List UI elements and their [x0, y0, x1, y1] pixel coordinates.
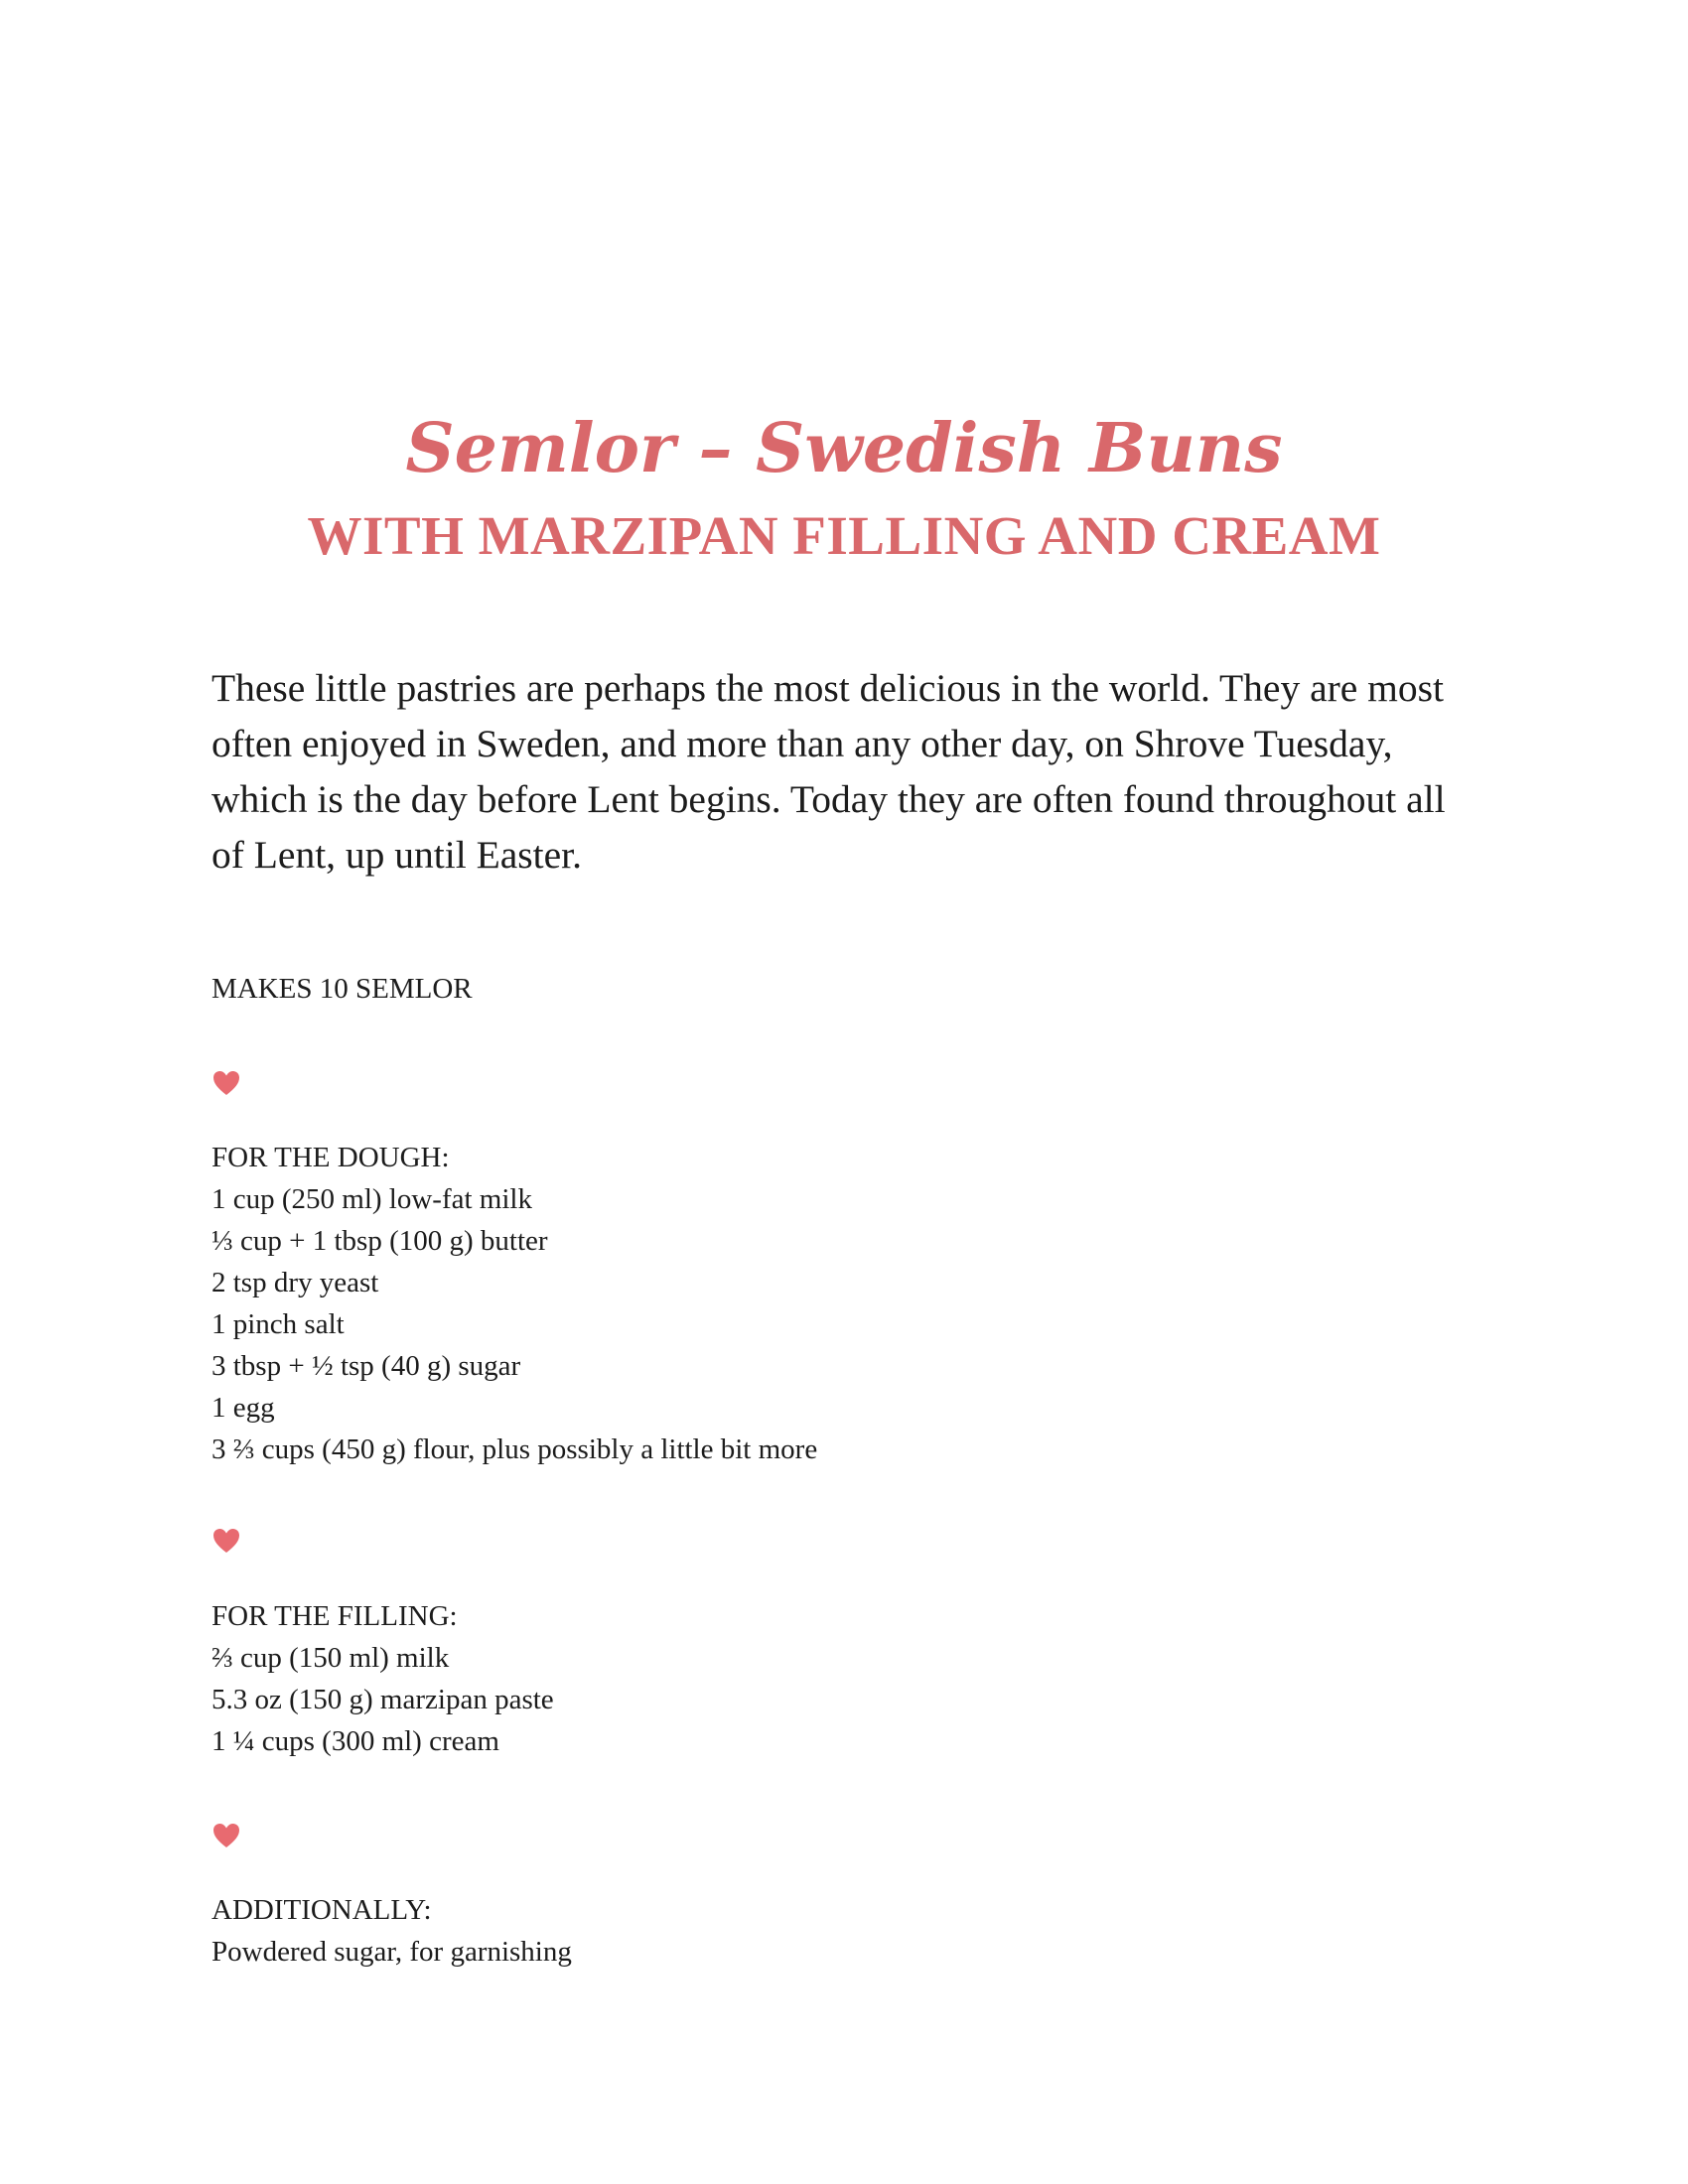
list-item: 1 egg [211, 1392, 275, 1424]
yield-label: MAKES 10 SEMLOR [211, 973, 473, 1005]
list-item: ⅔ cup (150 ml) milk [211, 1642, 450, 1674]
list-item: 1 ¼ cups (300 ml) cream [211, 1725, 499, 1757]
intro-paragraph: These little pastries are perhaps the most delicious in the world. They are most often enjoyed in Sweden, and more than any other day, on Shrove Tuesday, which is the day before Lent begins. Today they are often found throughout all of Lent, up until Easter. [211, 666, 1446, 877]
recipe-subtitle: WITH MARZIPAN FILLING AND CREAM [307, 505, 1381, 566]
list-item: 2 tsp dry yeast [211, 1267, 379, 1298]
list-item: Powdered sugar, for garnishing [211, 1936, 572, 1968]
dough-ingredient-list [211, 1178, 1502, 1470]
list-item: 5.3 oz (150 g) marzipan paste [211, 1684, 554, 1715]
dough-heading: FOR THE DOUGH: [211, 1142, 450, 1173]
filling-section [211, 1595, 1502, 1762]
additionally-heading: ADDITIONALLY: [211, 1894, 432, 1926]
list-item: 1 cup (250 ml) low-fat milk [211, 1183, 532, 1215]
heart-icon [211, 1821, 241, 1850]
list-item: 3 ⅔ cups (450 g) flour, plus possibly a little bit more [211, 1433, 818, 1465]
heart-icon [211, 1068, 241, 1098]
list-item: 3 tbsp + ½ tsp (40 g) sugar [211, 1350, 521, 1382]
list-item: ⅓ cup + 1 tbsp (100 g) butter [211, 1225, 548, 1257]
filling-heading: FOR THE FILLING: [211, 1600, 458, 1632]
additionally-list [211, 1931, 1502, 1973]
additionally-section [211, 1889, 1502, 1973]
filling-ingredient-list [211, 1637, 1502, 1762]
dough-section [211, 1137, 1502, 1470]
list-item: 1 pinch salt [211, 1308, 345, 1340]
heart-icon [211, 1526, 241, 1556]
recipe-title: Semlor – Swedish Buns [405, 409, 1283, 488]
